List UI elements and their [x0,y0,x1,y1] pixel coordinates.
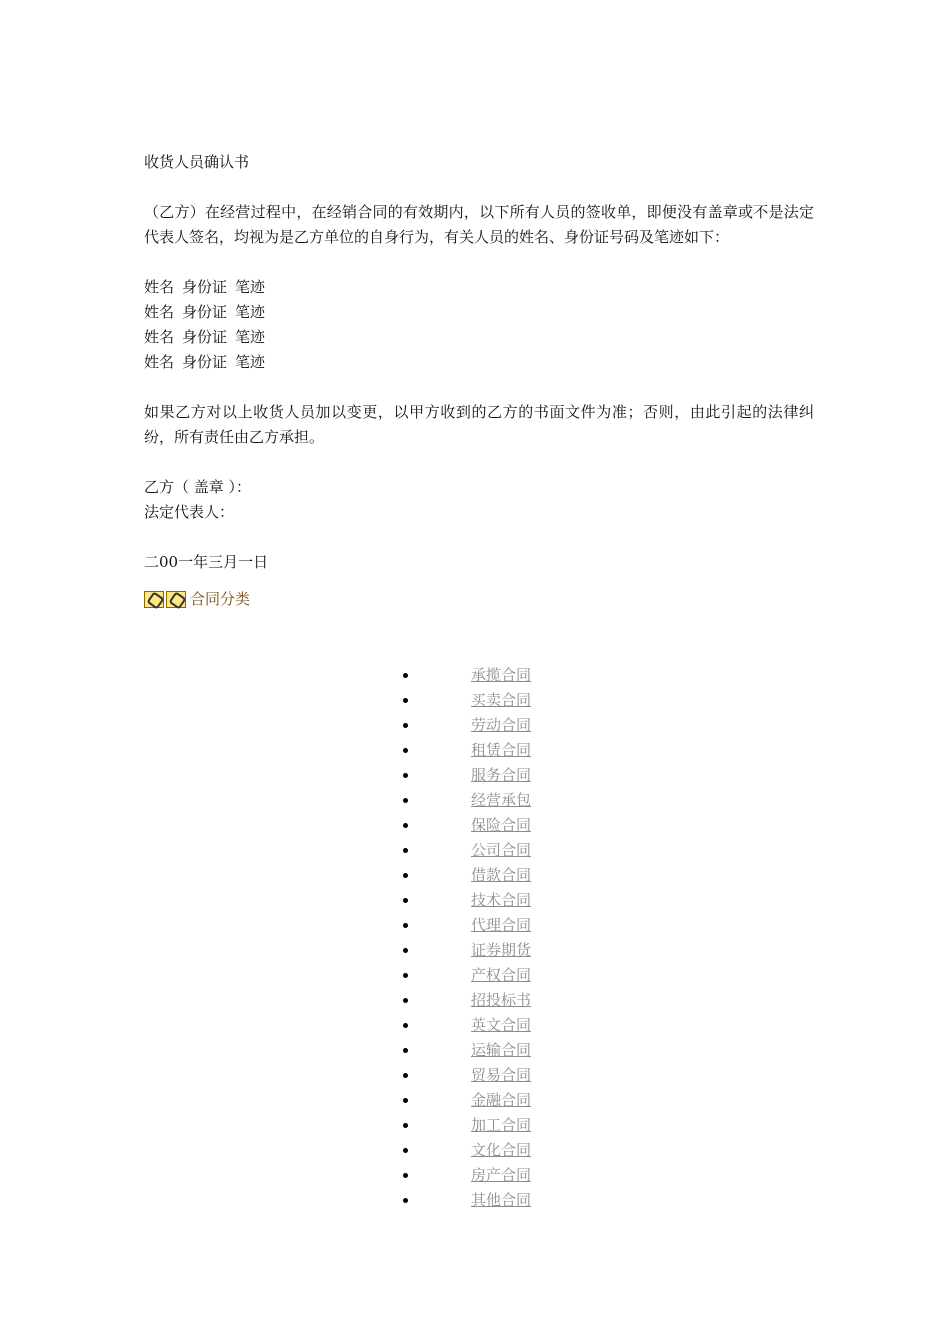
id-label: 身份证 [182,353,228,371]
category-link[interactable]: 加工合同 [471,1116,532,1134]
category-heading [144,587,814,611]
handwriting-label: 笔迹 [235,278,266,296]
bullet-icon [403,748,408,753]
bullet-icon [403,1098,408,1103]
category-link[interactable]: 房产合同 [471,1166,532,1184]
list-item [395,863,635,888]
document-body [144,150,814,611]
category-link-list [395,663,635,1213]
signatory-row [144,325,814,350]
list-item [395,888,635,913]
signature-block [144,475,814,525]
document-date: 二00一年三月一日 [144,553,269,571]
list-item [395,988,635,1013]
category-link[interactable]: 金融合同 [471,1091,532,1109]
bullet-icon [403,848,408,853]
id-label: 身份证 [182,278,228,296]
category-link[interactable]: 承揽合同 [471,666,532,684]
bullet-icon [403,1048,408,1053]
category-link[interactable]: 买卖合同 [471,691,532,709]
bullet-icon [403,1123,408,1128]
list-item [395,1013,635,1038]
category-link[interactable]: 代理合同 [471,916,532,934]
list-item [395,1163,635,1188]
bullet-icon [403,948,408,953]
list-item [395,763,635,788]
list-item [395,688,635,713]
intro-paragraph: （乙方）在经营过程中，在经销合同的有效期内，以下所有人员的签收单，即便没有盖章或不是法定代表人签名，均视为是乙方单位的自身行为，有关人员的姓名、身份证号码及笔迹如下： [144,203,814,246]
bullet-icon [403,873,408,878]
list-item [395,838,635,863]
bullet-icon [403,1198,408,1203]
bullet-icon [403,923,408,928]
list-item [395,738,635,763]
signatory-row [144,300,814,325]
bullet-icon [403,723,408,728]
list-item [395,813,635,838]
handwriting-label: 笔迹 [235,328,266,346]
id-label: 身份证 [182,303,228,321]
category-link[interactable]: 公司合同 [471,841,532,859]
list-item [395,1138,635,1163]
category-link[interactable]: 文化合同 [471,1141,532,1159]
list-item [395,963,635,988]
name-label: 姓名 [144,303,175,321]
document-title: 收货人员确认书 [144,153,250,171]
category-link[interactable]: 贸易合同 [471,1066,532,1084]
bullet-icon [403,973,408,978]
category-link[interactable]: 产权合同 [471,966,532,984]
list-item [395,1063,635,1088]
change-clause: 如果乙方对以上收货人员加以变更，以甲方收到的乙方的书面文件为准；否则，由此引起的法律纠纷，所有责任由乙方承担。 [144,403,814,446]
bullet-icon [403,1023,408,1028]
bullet-icon [403,798,408,803]
bullet-icon [403,1073,408,1078]
category-link[interactable]: 运输合同 [471,1041,532,1059]
legal-representative: 法定代表人： [144,503,235,521]
bullet-icon [403,773,408,778]
category-heading-label: 合同分类 [190,589,251,608]
list-item [395,663,635,688]
category-link[interactable]: 服务合同 [471,766,532,784]
signatory-rows [144,275,814,375]
handwriting-label: 笔迹 [235,353,266,371]
list-item [395,788,635,813]
bullet-icon [403,1173,408,1178]
name-label: 姓名 [144,353,175,371]
bullet-icon [403,698,408,703]
signatory-row [144,275,814,300]
bullet-icon [403,898,408,903]
list-item [395,713,635,738]
signatory-row [144,350,814,375]
category-link[interactable]: 英文合同 [471,1016,532,1034]
category-link[interactable]: 劳动合同 [471,716,532,734]
category-link[interactable]: 招投标书 [471,991,532,1009]
list-item [395,1188,635,1213]
category-link[interactable]: 其他合同 [471,1191,532,1209]
category-link[interactable]: 租赁合同 [471,741,532,759]
category-link[interactable]: 保险合同 [471,816,532,834]
handwriting-label: 笔迹 [235,303,266,321]
bullet-icon [403,998,408,1003]
list-item [395,1038,635,1063]
bullet-icon [403,823,408,828]
party-b-seal: 乙方（ 盖章 ）： [144,478,252,496]
document-icon [144,591,164,608]
name-label: 姓名 [144,278,175,296]
name-label: 姓名 [144,328,175,346]
bullet-icon [403,1148,408,1153]
document-icon [166,591,186,608]
category-link[interactable]: 借款合同 [471,866,532,884]
category-link[interactable]: 经营承包 [471,791,532,809]
category-link[interactable]: 证券期货 [471,941,532,959]
category-link[interactable]: 技术合同 [471,891,532,909]
bullet-icon [403,673,408,678]
id-label: 身份证 [182,328,228,346]
list-item [395,938,635,963]
list-item [395,1088,635,1113]
list-item [395,913,635,938]
list-item [395,1113,635,1138]
